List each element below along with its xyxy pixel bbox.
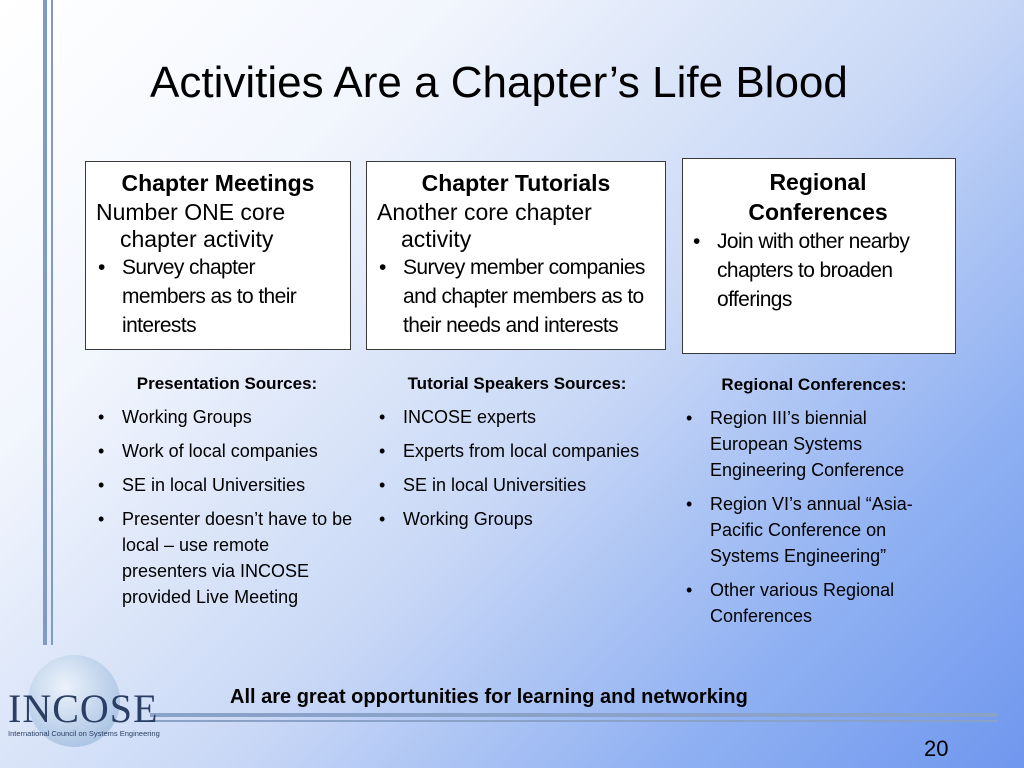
page-number: 20: [924, 736, 949, 761]
decorative-horizontal-line: [150, 713, 998, 717]
list-item: • Experts from local companies: [377, 438, 657, 464]
box-heading: Regional Conferences: [748, 169, 888, 225]
decorative-horizontal-line-thin: [150, 720, 998, 722]
list-item: • SE in local Universities: [96, 472, 358, 498]
list-item: • Region III’s biennial European Systems Engineering Conference: [684, 405, 944, 483]
column-regional-conferences: [684, 375, 944, 637]
column-heading: Regional Conferences:: [721, 375, 907, 394]
box-heading: Chapter Tutorials: [421, 170, 611, 196]
column-presentation-sources: [96, 374, 358, 618]
box-heading: Chapter Meetings: [121, 170, 315, 196]
column-heading: Presentation Sources:: [136, 374, 318, 393]
column-heading: Tutorial Speakers Sources:: [407, 374, 627, 393]
column-list: [684, 405, 944, 629]
box-bullet: • Survey chapter members as to their interests: [96, 253, 340, 340]
footer-tagline: All are great opportunities for learning and networking: [230, 686, 748, 708]
list-item: • SE in local Universities: [377, 472, 657, 498]
list-item: • Work of local companies: [96, 438, 358, 464]
list-item: • Other various Regional Conferences: [684, 577, 944, 629]
box-bullet-list: [96, 253, 340, 340]
column-list: [96, 404, 358, 610]
incose-logo: [0, 655, 160, 750]
box-bullet-list: [691, 227, 925, 314]
box-bullet-list: [377, 253, 655, 340]
logo-subtitle: International Council on Systems Engineering: [8, 729, 160, 738]
box-chapter-meetings: [85, 161, 351, 350]
box-bullet: • Join with other nearby chapters to broaden offerings: [691, 227, 925, 314]
list-item: • INCOSE experts: [377, 404, 657, 430]
logo-text: INCOSE: [8, 686, 159, 731]
box-subtitle: Another core chapter activity: [377, 199, 592, 252]
decorative-vertical-line-thin: [51, 0, 53, 645]
list-item: • Region VI’s annual “Asia-Pacific Conference on Systems Engineering”: [684, 491, 944, 569]
slide-title: Activities Are a Chapter’s Life Blood: [150, 58, 848, 107]
box-subtitle: Number ONE core chapter activity: [96, 199, 286, 252]
list-item: • Working Groups: [377, 506, 657, 532]
box-bullet: • Survey member companies and chapter members as to their needs and interests: [377, 253, 655, 340]
column-list: [377, 404, 657, 532]
box-regional-conferences: [682, 158, 956, 354]
box-chapter-tutorials: [366, 161, 666, 350]
decorative-vertical-line: [43, 0, 47, 645]
list-item: • Presenter doesn’t have to be local – use remote presenters via INCOSE provided Live Meeting: [96, 506, 358, 610]
column-tutorial-speakers-sources: [377, 374, 657, 540]
list-item: • Working Groups: [96, 404, 358, 430]
